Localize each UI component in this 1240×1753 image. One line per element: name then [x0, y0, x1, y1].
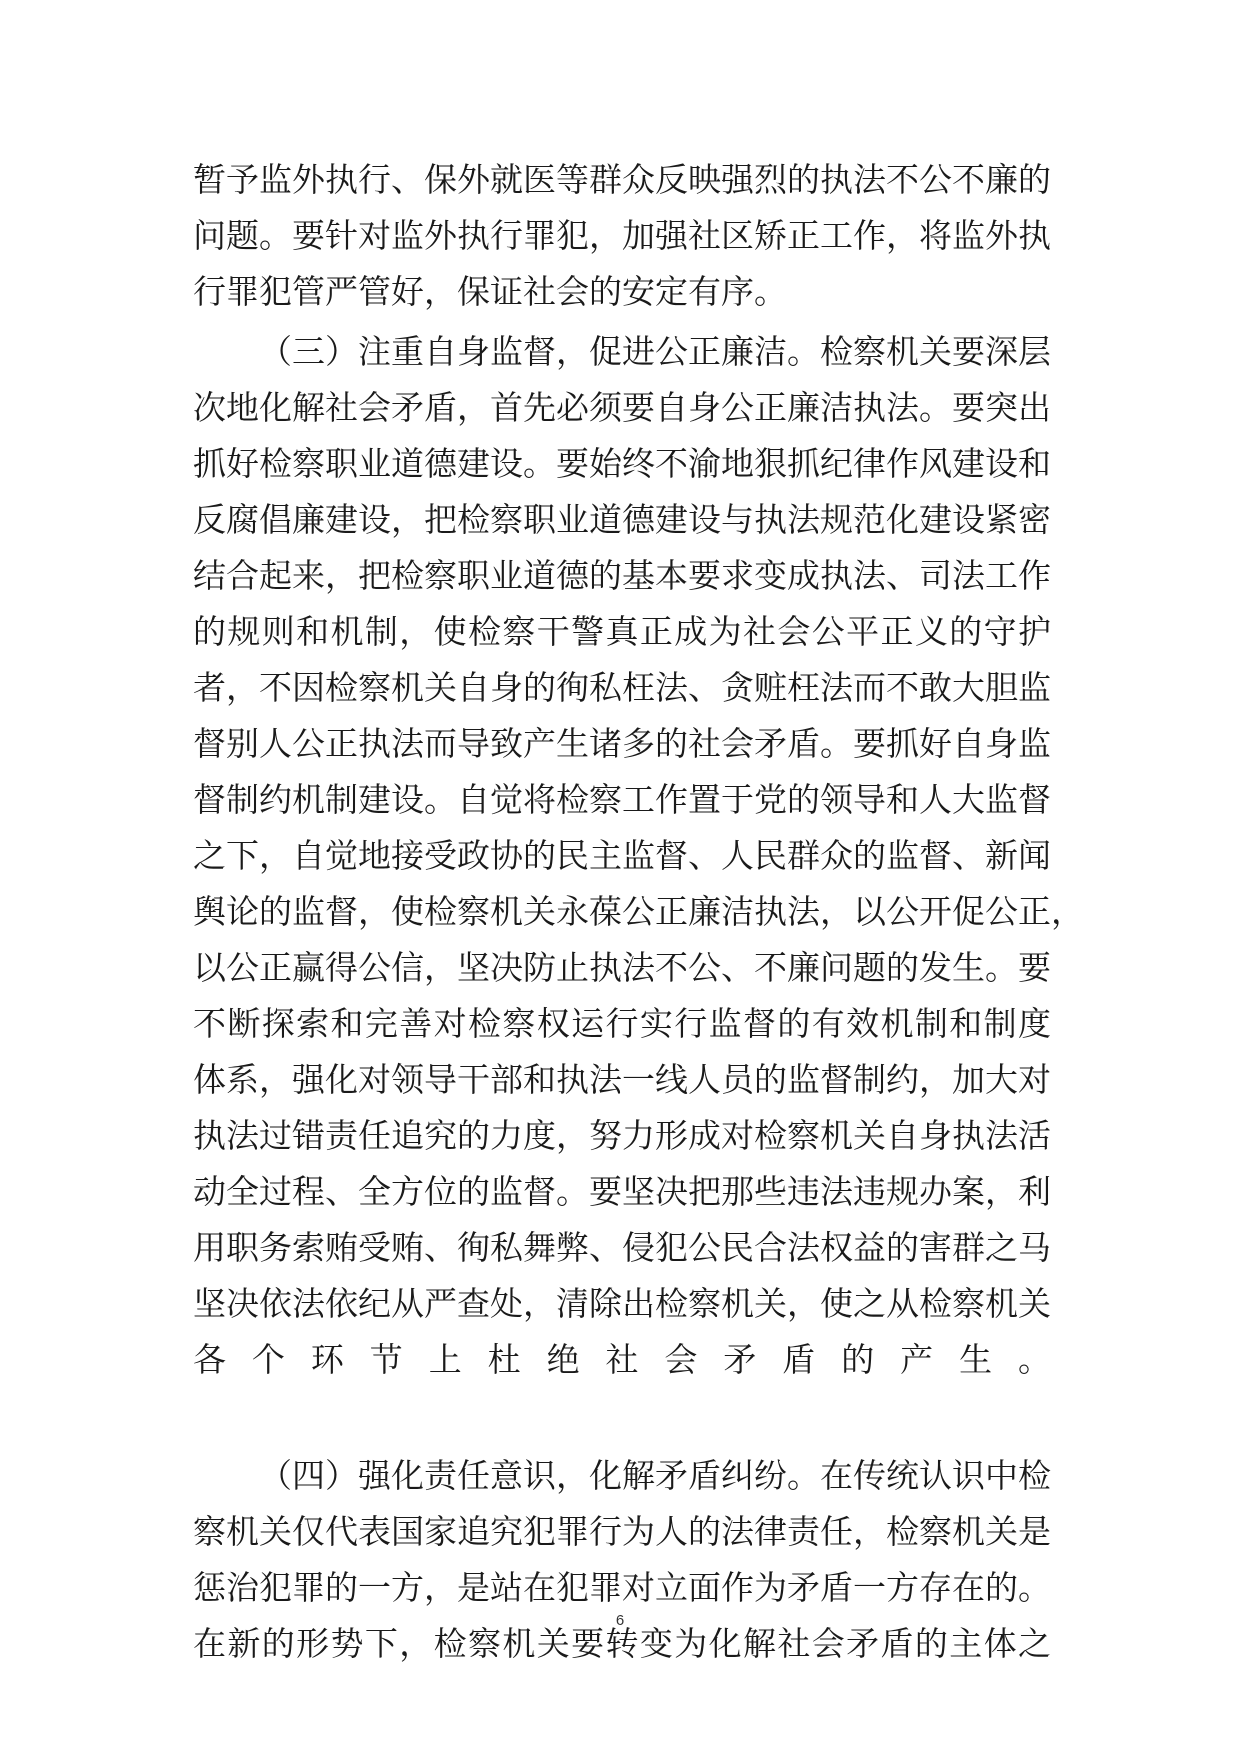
text-line: 结合起来，把检察职业道德的基本要求变成执法、司法工作 — [193, 556, 1051, 595]
text-line: 体系，强化对领导干部和执法一线人员的监督制约，加大对 — [193, 1060, 1051, 1099]
text-line: 次地化解社会矛盾，首先必须要自身公正廉洁执法。要突出 — [193, 388, 1051, 427]
text-line: 督制约机制建设。自觉将检察工作置于党的领导和人大监督 — [193, 780, 1051, 819]
text-line: 惩治犯罪的一方，是站在犯罪对立面作为矛盾一方存在的。 — [193, 1568, 1051, 1607]
text-line: 之下，自觉地接受政协的民主监督、人民群众的监督、新闻 — [193, 836, 1051, 875]
text-line: 行罪犯管严管好，保证社会的安定有序。 — [193, 272, 787, 311]
text-line: 暂予监外执行、保外就医等群众反映强烈的执法不公不廉的 — [193, 160, 1051, 199]
text-line: 者，不因检察机关自身的徇私枉法、贪赃枉法而不敢大胆监 — [193, 668, 1051, 707]
text-line: 不断探索和完善对检察权运行实行监督的有效机制和制度 — [193, 1004, 1051, 1043]
text-line: 舆论的监督，使检察机关永葆公正廉洁执法，以公开促公正， — [193, 892, 1084, 931]
text-line: 督别人公正执法而导致产生诸多的社会矛盾。要抓好自身监 — [193, 724, 1051, 763]
body-text — [193, 152, 1084, 1672]
text-line: 察机关仅代表国家追究犯罪行为人的法律责任，检察机关是 — [193, 1512, 1051, 1551]
text-line: 抓好检察职业道德建设。要始终不渝地狠抓纪律作风建设和 — [193, 444, 1051, 483]
text-line: 反腐倡廉建设，把检察职业道德建设与执法规范化建设紧密 — [193, 500, 1051, 539]
section-heading-line: （四）强化责任意识，化解矛盾纠纷。在传统认识中检 — [259, 1456, 1051, 1495]
text-line: 动全过程、全方位的监督。要坚决把那些违法违规办案，利 — [193, 1172, 1051, 1211]
section-heading-line: （三）注重自身监督，促进公正廉洁。检察机关要深层 — [259, 332, 1051, 371]
text-line: 执法过错责任追究的力度，努力形成对检察机关自身执法活 — [193, 1116, 1051, 1155]
text-line: 在新的形势下，检察机关要转变为化解社会矛盾的主体之 — [193, 1624, 1051, 1663]
text-line: 用职务索贿受贿、徇私舞弊、侵犯公民合法权益的害群之马 — [193, 1228, 1051, 1267]
text-line: 的规则和机制，使检察干警真正成为社会公平正义的守护 — [193, 612, 1051, 651]
text-line: 以公正赢得公信，坚决防止执法不公、不廉问题的发生。要 — [193, 948, 1051, 987]
text-line: 各个环节上杜绝社会矛盾的产生。 — [193, 1340, 1051, 1379]
text-line: 问题。要针对监外执行罪犯，加强社区矫正工作，将监外执 — [193, 216, 1051, 255]
text-line: 坚决依法依纪从严查处，清除出检察机关，使之从检察机关 — [193, 1284, 1051, 1323]
page-number: 6 — [615, 1612, 625, 1629]
text-line — [193, 1388, 1051, 1444]
